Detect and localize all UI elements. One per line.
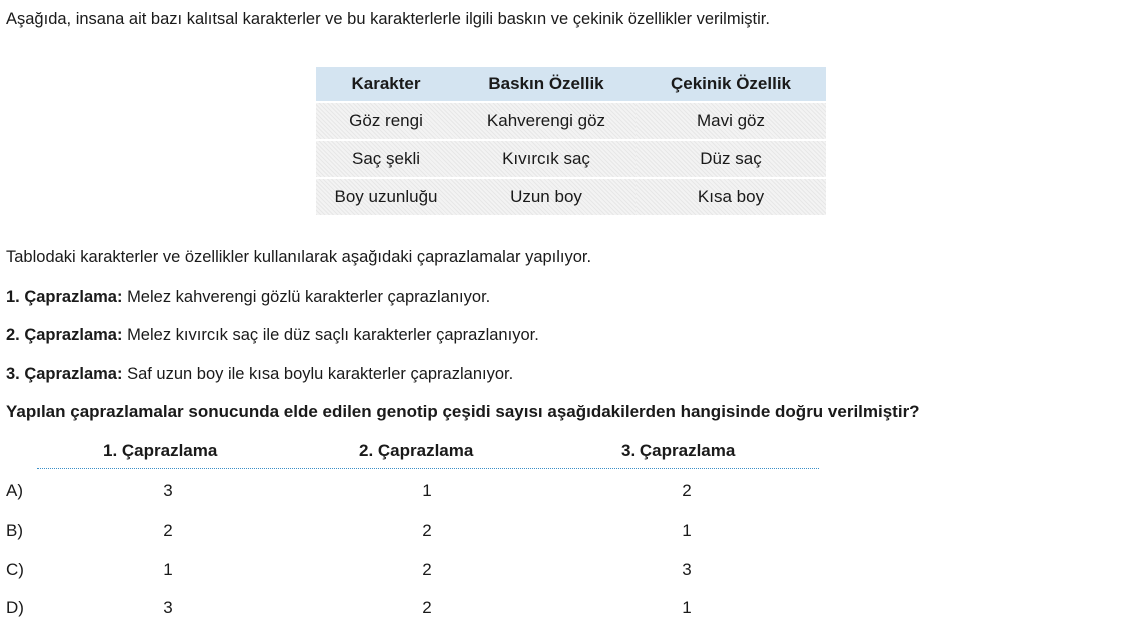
option-b-value-3: 1 [682,521,692,540]
cross-1-label: 1. Çaprazlama: [6,288,123,306]
table-cell: Mavi göz [636,103,826,139]
option-b-value-1: 2 [163,521,173,540]
cross-1 [6,287,490,307]
option-c-value-1: 1 [163,560,173,579]
table-cell: Kahverengi göz [456,103,636,139]
table-cell: Düz saç [636,141,826,177]
question-text: Yapılan çaprazlamalar sonucunda elde edilen genotip çeşidi sayısı aşağıdakilerden hangisinde doğru verilmiştir? [6,402,920,421]
table-cell: Boy uzunluğu [316,179,456,215]
header-character: Karakter [316,67,456,101]
table-row [316,103,826,139]
characters-table [316,65,826,217]
option-c-letter[interactable]: C) [6,560,24,579]
answers-header-3: 3. Çaprazlama [621,441,736,460]
characters-table-header-row [316,67,826,101]
table-cell: Kısa boy [636,179,826,215]
answers-header-2: 2. Çaprazlama [359,441,474,460]
cross-3-label: 3. Çaprazlama: [6,365,123,383]
option-a-value-3: 2 [682,481,692,500]
cross-3 [6,364,513,384]
cross-2-text: Melez kıvırcık saç ile düz saçlı karakterler çaprazlanıyor. [127,326,539,344]
option-a-value-2: 1 [422,481,432,500]
statement-text: Tablodaki karakterler ve özellikler kullanılarak aşağıdaki çaprazlamalar yapılıyor. [6,248,592,266]
table-row [316,179,826,215]
table-row [316,141,826,177]
cross-2 [6,325,539,345]
option-d-value-1: 3 [163,598,173,617]
header-recessive: Çekinik Özellik [636,67,826,101]
table-cell: Uzun boy [456,179,636,215]
option-b-value-2: 2 [422,521,432,540]
table-cell: Göz rengi [316,103,456,139]
option-d-value-3: 1 [682,598,692,617]
answers-header-1: 1. Çaprazlama [103,441,218,460]
option-a-value-1: 3 [163,481,173,500]
table-cell: Kıvırcık saç [456,141,636,177]
cross-2-label: 2. Çaprazlama: [6,326,123,344]
option-a-letter[interactable]: A) [6,481,23,500]
header-dominant: Baskın Özellik [456,67,636,101]
answers-divider [37,468,819,469]
option-b-letter[interactable]: B) [6,521,23,540]
option-d-value-2: 2 [422,598,432,617]
option-c-value-3: 3 [682,560,692,579]
cross-3-text: Saf uzun boy ile kısa boylu karakterler çaprazlanıyor. [127,365,514,383]
intro-text: Aşağıda, insana ait bazı kalıtsal karakterler ve bu karakterlerle ilgili baskın ve çekinik özellikler verilmiştir. [6,10,770,28]
table-cell: Saç şekli [316,141,456,177]
option-d-letter[interactable]: D) [6,598,24,617]
option-c-value-2: 2 [422,560,432,579]
cross-1-text: Melez kahverengi gözlü karakterler çaprazlanıyor. [127,288,491,306]
